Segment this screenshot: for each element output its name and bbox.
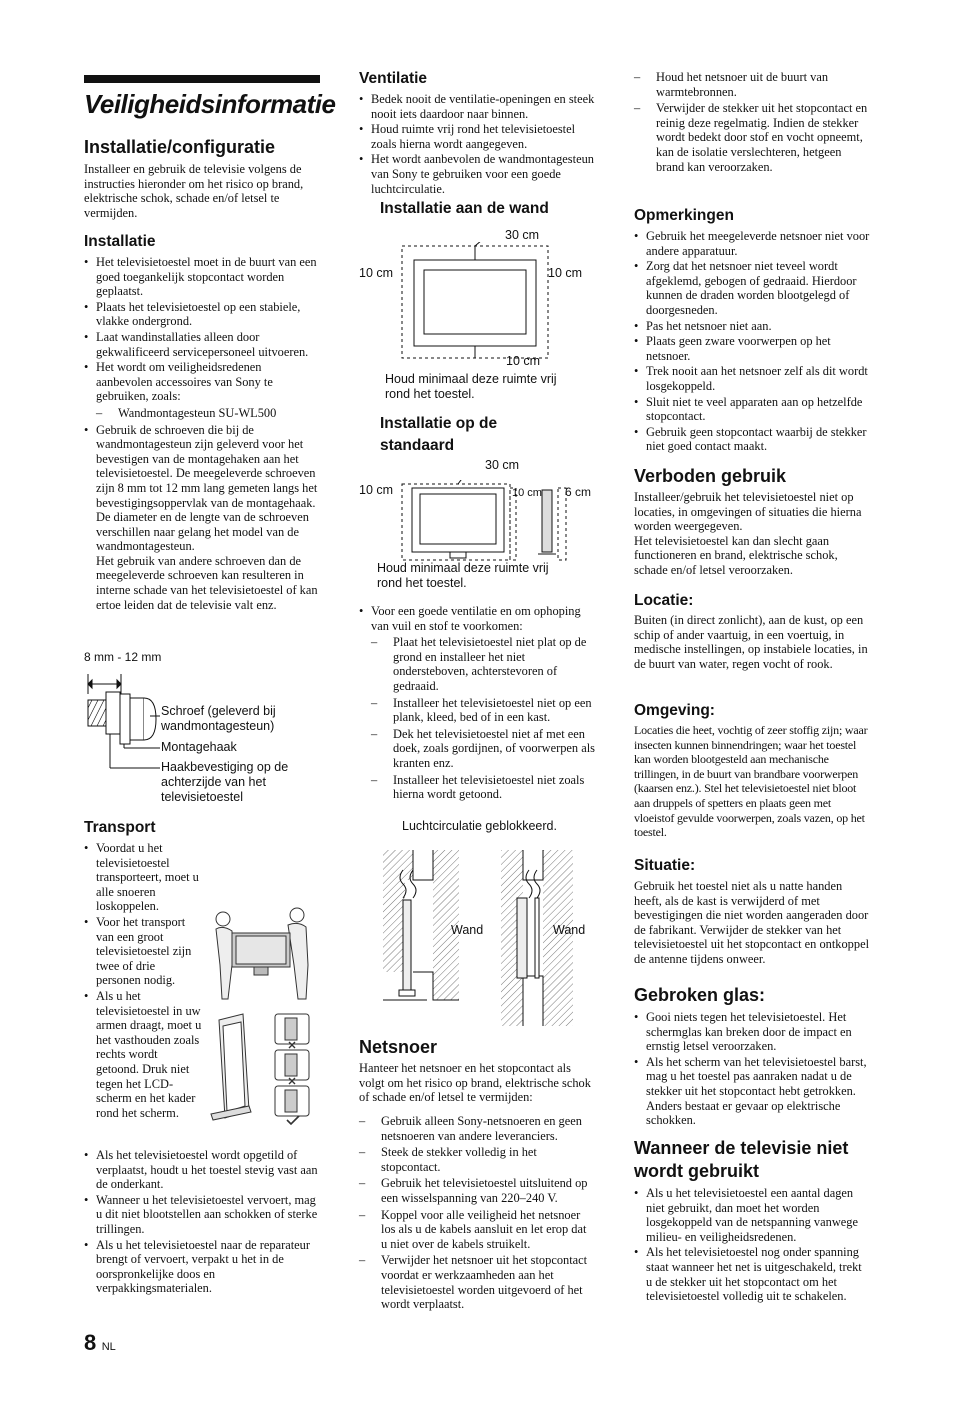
hook-label: Montagehaak [161,740,237,754]
heading-installatie: Installatie [84,233,156,250]
wall-top-clearance: 30 cm [505,228,540,242]
screw-label: Schroef (geleverd bij wandmontagesteun) [161,704,276,733]
list-item: • Gooi niets tegen het televisietoestel. Het schermglas kan breken door de impact en ernstig letsel veroorzaken. [634,1010,870,1054]
list-item: • Als u het televisietoestel in uw armen draagt, moet u het vasthouden zoals rechts wordt getoond. Druk niet tegen het LCD-scherm en het kader rond het scherm. [84,989,202,1120]
list-item-text: Het wordt om veiligheidsredenen aanbevolen accessoires van Sony te gebruiken, zoals: [96,360,273,404]
heading-installatie-configuratie: Installatie/configuratie [84,137,276,157]
gebroken-glas-list [634,1010,870,1129]
list-item: • Sluit niet te veel apparaten aan op hetzelfde stopcontact. [634,395,870,424]
installatie-list [84,255,320,613]
stand-top-clearance: 30 cm [485,458,520,472]
heading-locatie: Locatie: [634,592,694,609]
stand-right-clearance: 6 cm [565,485,592,499]
ventilatie-list [359,92,595,197]
attach-label: Haakbevestiging op de achterzijde van het televisietoestel [161,760,289,804]
heading-gebroken-glas: Gebroken glas: [634,985,766,1005]
netsnoer-intro: Hanteer het netsnoer en het stopcontact als volgt om het risico op brand, elektrische schok of schade en/of letsel te vermijden: [359,1061,591,1105]
stand-figure-caption: Houd minimaal deze ruimte vrij rond het toestel. [377,561,549,590]
verboden-text: Installeer/gebruik het televisietoestel niet op locaties, in omgevingen of situaties die hierna worden weergegeven. Het televisietoestel kan dan slecht gaan functioneren en brand, elektrische schok, schade en/of letsel veroorzaken. [634,490,862,577]
list-item: • Houd ruimte vrij rond het televisietoestel zoals hierna wordt aangegeven. [359,122,595,151]
two-persons-carrying-tv-illustration [208,905,320,1003]
list-item: • Als het scherm van het televisietoestel barst, mag u het toestel pas aanraken nadat u de stekker uit het stopcontact hebt getrokken. Anders bestaat er gevaar op elektrische schokken. [634,1055,870,1128]
netsnoer-list-cont [634,70,870,176]
list-item: • Als het televisietoestel wordt opgetild of verplaatst, houdt u het toestel stevig vast aan de onderkant. [84,1148,320,1192]
intro-text: Installeer en gebruik de televisie volgens de instructies hieronder om het risico op brand, elektrische schok, schade en/of letsel te vermijden. [84,162,304,220]
netsnoer-list [359,1114,595,1314]
list-item: • Als u het televisietoestel naar de reparateur brengt of vervoert, verpakt u het in de oorspronkelijke doos en verpakkingsmaterialen. [84,1238,320,1296]
carrying-tv-correctly-illustration [205,1010,320,1140]
heading-netsnoer: Netsnoer [359,1037,438,1057]
list-item [359,604,595,802]
title-rule [84,75,320,83]
page-lang: NL [101,1341,116,1353]
list-item: • Wanneer u het televisietoestel vervoert, mag u dit niet blootstellen aan schokken of sterke trillingen. [84,1193,320,1237]
heading-wall-install: Installatie aan de wand [380,200,549,217]
list-item: • Als het televisietoestel nog onder spanning staat wanneer het net is uitgeschakeld, trekt u de stekker uit het stopcontact om het televisietoestel volledig uit te schakelen. [634,1245,870,1303]
list-item: • Zorg dat het netsnoer niet teveel wordt afgeklemd, gebogen of gedraaid. Hierdoor kunnen de draden worden blootgelegd of doorgesneden. [634,259,870,317]
list-item: • Trek nooit aan het netsnoer zelf als dit wordt losgekoppeld. [634,364,870,393]
sub-item: – Dek het televisietoestel niet af met een doek, zoals gordijnen, of voorwerpen als kranten enz. [371,727,595,771]
page-title: Veiligheidsinformatie [84,89,336,119]
list-item: – Koppel voor alle veiligheid het netsnoer los als u de kabels aansluit en let erop dat u niet over de kabels struikelt. [359,1208,595,1252]
list-item: – Gebruik het televisietoestel uitsluitend op een wisselspanning van 220–240 V. [359,1176,595,1205]
sub-item: – Wandmontagesteun SU-WL500 [96,406,320,421]
list-item: • Bedek nooit de ventilatie-openingen en steek nooit iets daardoor naar binnen. [359,92,595,121]
list-item: – Verwijder het netsnoer uit het stopcontact voordat er werkzaamheden aan het televisietoestel worden uitgevoerd of het wordt verplaatst. [359,1253,595,1311]
list-item: • Als u het televisietoestel een aantal dagen niet gebruikt, dan moet het worden losgekoppeld van de netspanning vanwege milieu- en veiligheidsredenen. [634,1186,870,1244]
list-item: • Gebruik het meegeleverde netsnoer niet voor andere apparatuur. [634,229,870,258]
situatie-text: Gebruik het toestel niet als u natte handen heeft, als de kast is verwijderd of met bevestigingen die niet worden aangeraden door de fabrikant. Verwijder de stekker van het televisietoestel uit het stopcontact en ontkoppel de antenne tijdens onweer. [634,879,870,966]
list-item: – Houd het netsnoer uit de buurt van warmtebronnen. [634,70,870,99]
sub-item: – Plaat het televisietoestel niet plat op de grond en installeer het niet ondersteboven, achterstevoren of gedraaid. [371,635,595,693]
heading-niet-gebruikt: Wanneer de televisie niet wordt gebruikt [634,1138,849,1181]
sub-item: – Installeer het televisietoestel niet op een plank, kleed, bed of in een kast. [371,696,595,725]
heading-opmerkingen: Opmerkingen [634,207,734,224]
heading-omgeving: Omgeving: [634,702,715,719]
wall-clearance-diagram [400,242,550,360]
heading-verboden-gebruik: Verboden gebruik [634,466,787,486]
niet-gebruikt-list [634,1186,870,1305]
list-item: • Voordat u het televisietoestel transporteert, moet u alle snoeren loskoppelen. [84,841,202,914]
list-item: – Gebruik alleen Sony-netsnoeren en geen netsnoeren van andere leveranciers. [359,1114,595,1143]
list-item: • Het televisietoestel moet in de buurt van een goed toegankelijk stopcontact worden geplaatst. [84,255,320,299]
list-item: • Laat wandinstallaties alleen door gekwalificeerd servicepersoneel uitvoeren. [84,330,320,359]
opmerkingen-list [634,229,870,455]
list-item: • Plaats het televisietoestel op een stabiele, vlakke ondergrond. [84,300,320,329]
transport-list-narrow [84,841,202,1121]
list-item [84,360,320,420]
locatie-text: Buiten (in direct zonlicht), aan de kust, op een schip of ander vaartuig, in een voertuig, in medische instellingen, op instabiele locaties, in de buurt van water, regen vocht of rook. [634,613,868,671]
list-item: • Gebruik geen stopcontact waarbij de stekker niet goed contact maakt. [634,425,870,454]
sub-item: – Installeer het televisietoestel niet zoals hierna wordt getoond. [371,773,595,802]
list-item: – Verwijder de stekker uit het stopcontact en reinig deze regelmatig. Indien de stekker wordt bedekt door stof en vocht opneemt, kan de isolatie verslechteren, hetgeen brand kan veroorzaken. [634,101,870,174]
list-item: – Steek de stekker volledig in het stopcontact. [359,1145,595,1174]
screw-dimension-label: 8 mm - 12 mm [84,650,162,664]
heading-situatie: Situatie: [634,857,696,874]
list-item-text: Voor een goede ventilatie en om ophoping van vuil en stof te voorkomen: [371,604,581,633]
list-item: • Plaats geen zware voorwerpen op het netsnoer. [634,334,870,363]
stand-mid-clearance: 10 cm [512,487,542,499]
page-number [84,1330,116,1355]
transport-list [84,1148,320,1297]
page-number-value: 8 [84,1330,97,1355]
heading-transport: Transport [84,819,156,836]
wall-label-right: Wand [553,923,586,937]
wall-bottom-clearance: 10 cm [506,354,541,368]
screw-diagram [84,668,166,773]
wall-left-clearance: 10 cm [359,266,394,280]
list-item: • Voor het transport van een groot televisietoestel zijn twee of drie personen nodig. [84,915,202,988]
wall-figure-caption: Houd minimaal deze ruimte vrij rond het toestel. [385,372,557,401]
stand-left-clearance: 10 cm [359,483,394,497]
heading-ventilatie: Ventilatie [359,70,428,87]
list-item: • Het wordt aanbevolen de wandmontagesteun van Sony te gebruiken voor een goede luchtcirculatie. [359,152,595,196]
blocked-airflow-caption: Luchtcirculatie geblokkeerd. [402,819,557,833]
omgeving-text: Locaties die heet, vochtig of zeer stoffig zijn; waar insecten kunnen binnendringen; waar het toestel kan worden blootgesteld aan mechanische trillingen, in de buurt van brandbare voorwerpen (kaarsen enz.). Stel het televisietoestel niet bloot aan druppels of spetters en plaats geen met vloeistof gevulde voorwerpen, zoals vazen, op het toestel. [634,723,868,840]
wall-right-clearance: 10 cm [548,266,583,280]
heading-stand-install: Installatie op de standaard [380,415,498,454]
list-item: • Pas het netsnoer niet aan. [634,319,870,334]
airflow-list [359,604,595,804]
list-item: • Gebruik de schroeven die bij de wandmontagesteun zijn geleverd voor het bevestigen van de montagehaken aan het televisietoestel. De meegeleverde schroeven zijn 8 mm tot 12 mm lang gemeten langs het bevestigingsoppervlak van de montagehaak. De diameter en de lengte van de schroeven verschillen naar gelang het model van de wandmontagesteun. Het gebruik van andere schroeven dan de meegeleverde schroeven kan resulteren in interne schade van het televisietoestel of kan ertoe leiden dat de televisie valt enz. [84,423,320,613]
wall-label-left: Wand [451,923,484,937]
